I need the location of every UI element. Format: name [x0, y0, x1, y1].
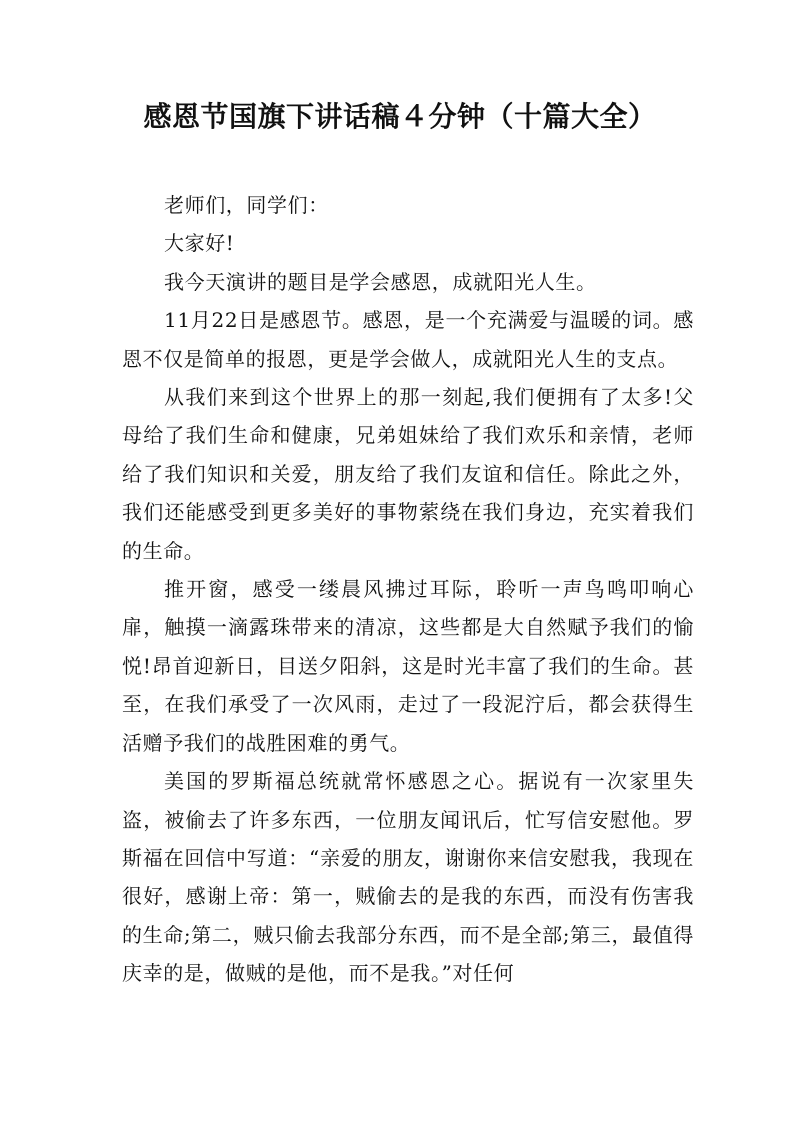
- paragraph-thanksgiving-day: 11月22日是感恩节。感恩，是一个充满爱与温暖的词。感恩不仅是简单的报恩，更是学会做人，成就阳光人生的支点。: [122, 308, 694, 371]
- paragraph-greeting: 老师们，同学们：: [164, 193, 329, 217]
- paragraph-since-birth: 从我们来到这个世界上的那一刻起,我们便拥有了太多!父母给了我们生命和健康，兄弟姐妹给了我们欢乐和亲情，老师给了我们知识和关爱，朋友给了我们友谊和信任。除此之外，我们还能感受到更多美好的事物萦绕在我们身边，充实着我们的生命。: [122, 385, 694, 563]
- paragraph-topic: 我今天演讲的题目是学会感恩，成就阳光人生。: [164, 269, 597, 294]
- paragraph-roosevelt: 美国的罗斯福总统就常怀感恩之心。据说有一次家里失盗，被偷去了许多东西，一位朋友闻讯后，忙写信安慰他。罗斯福在回信中写道：“亲爱的朋友，谢谢你来信安慰我，我现在很好，感谢上帝：第一，贼偷去的是我的东西，而没有伤害我的生命;第二，贼只偷去我部分东西，而不是全部;第三，最值得庆幸的是，做贼的是他，而不是我。”对任何: [122, 769, 694, 986]
- document-body: [122, 186, 694, 993]
- document-title: 感恩节国旗下讲话稿４分钟（十篇大全）: [143, 100, 657, 133]
- paragraph-hello: 大家好!: [164, 231, 235, 256]
- paragraph-open-window: 推开窗，感受一缕晨风拂过耳际，聆听一声鸟鸣叩响心扉，触摸一滴露珠带来的清凉，这些都是大自然赋予我们的愉悦!昂首迎新日，目送夕阳斜，这是时光丰富了我们的生命。甚至，在我们承受了一次风雨，走过了一段泥泞后，都会获得生活赠予我们的战胜困难的勇气。: [122, 577, 694, 755]
